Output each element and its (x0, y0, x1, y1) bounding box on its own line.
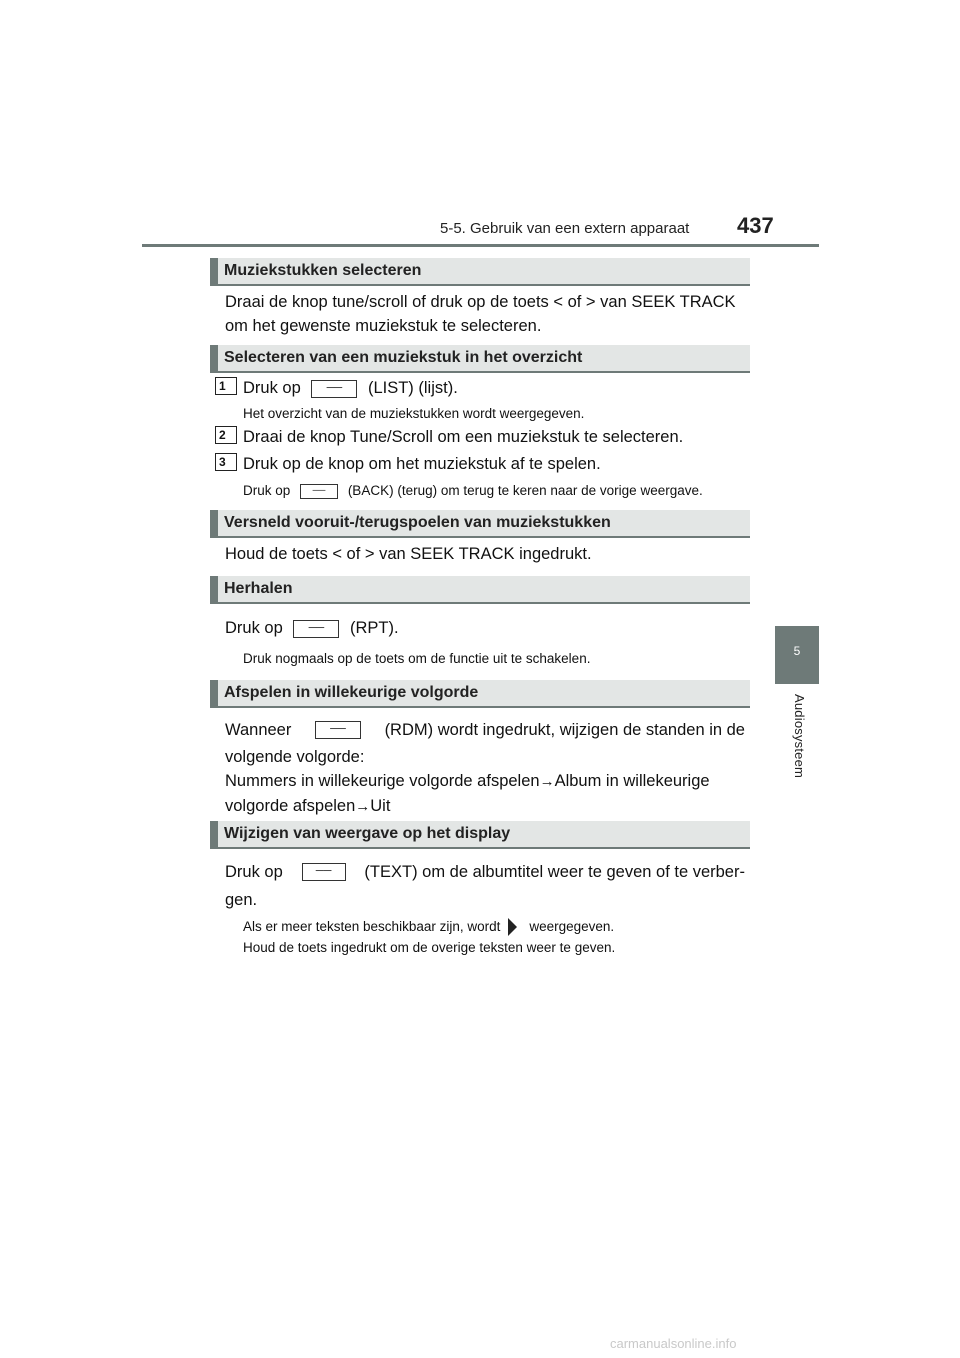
arrow-right-icon: → (355, 798, 371, 815)
rdm-button-icon: ── (315, 721, 361, 739)
repeat-body: Druk op ── (RPT). (225, 619, 399, 637)
chapter-tab-label: Audiosysteem (792, 694, 807, 779)
section-heading-select-tracks: Muziekstukken selecteren (210, 258, 750, 286)
random-body: Wanneer ── (RDM) wordt ingedrukt, wijzigen de standen in de volgende volgorde: Nummers in willekeurige volgorde afspelen→Album in willekeurige volgorde afspelen→Uit (225, 721, 745, 815)
section-heading-fast-forward: Versneld vooruit-/terugspoelen van muziekstukken (210, 510, 750, 538)
running-header-title: 5-5. Gebruik van een extern apparaat (440, 220, 690, 237)
fast-forward-body: Houd de toets < of > van SEEK TRACK ingedrukt. (225, 545, 592, 563)
step-number-2: 2 (215, 426, 237, 444)
step-2: Draai de knop Tune/Scroll om een muziekstuk te selecteren. (243, 428, 684, 446)
section-heading-select-from-list: Selecteren van een muziekstuk in het overzicht (210, 345, 750, 373)
play-arrow-icon (508, 918, 517, 936)
section-heading-repeat: Herhalen (210, 576, 750, 604)
text-button-icon: ── (302, 863, 346, 881)
select-tracks-body: Draai de knop tune/scroll of druk op de toets < of > van SEEK TRACK om het gewenste muziekstuk te selecteren. (225, 293, 736, 335)
list-button-icon: ── (311, 380, 357, 398)
watermark: carmanualsonline.info (610, 1336, 737, 1351)
arrow-right-icon: → (539, 773, 555, 790)
step-3: Druk op de knop om het muziekstuk af te spelen. (243, 455, 601, 473)
step-number-3: 3 (215, 453, 237, 471)
header-rule (142, 244, 819, 247)
rpt-button-icon: ── (293, 620, 339, 638)
step-1-note: Het overzicht van de muziekstukken wordt weergegeven. (243, 406, 585, 421)
display-note-2: Houd de toets ingedrukt om de overige teksten weer te geven. (243, 940, 616, 955)
step-number-1: 1 (215, 377, 237, 395)
repeat-note: Druk nogmaals op de toets om de functie uit te schakelen. (243, 651, 591, 666)
page-number: 437 (737, 213, 774, 238)
display-body: Druk op ── (TEXT) om de albumtitel weer te geven of te verber- gen. (225, 863, 745, 909)
step-3-note: Druk op ── (BACK) (terug) om terug te keren naar de vorige weergave. (243, 483, 703, 498)
section-heading-display: Wijzigen van weergave op het display (210, 821, 750, 849)
display-note-1: Als er meer teksten beschikbaar zijn, wordt weergegeven. (243, 916, 753, 937)
back-button-icon: ── (300, 484, 338, 499)
section-heading-random: Afspelen in willekeurige volgorde (210, 680, 750, 708)
chapter-tab: 5 (775, 626, 819, 684)
step-1: Druk op ── (LIST) (lijst). (243, 379, 458, 397)
